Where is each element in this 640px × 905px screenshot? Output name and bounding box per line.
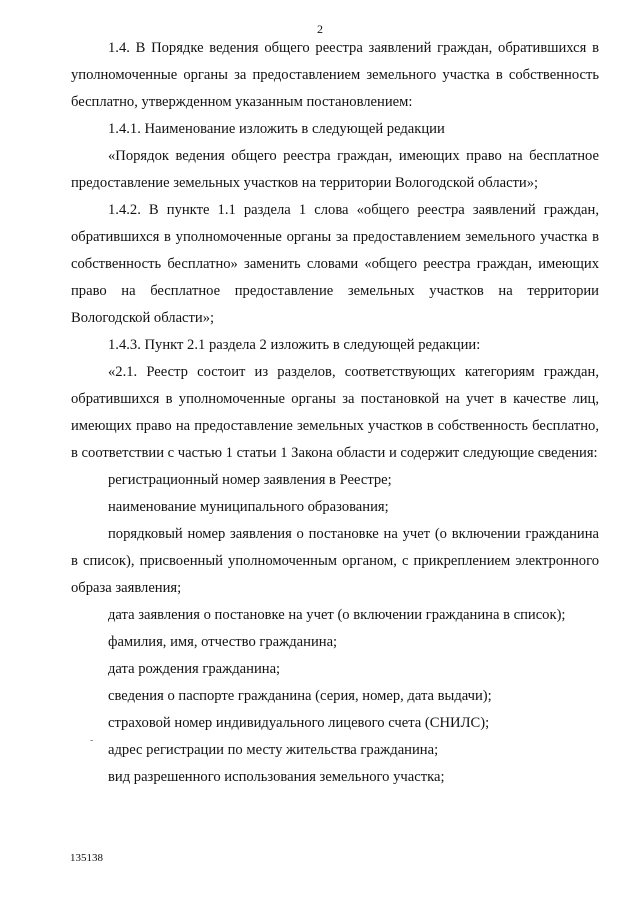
document-body (71, 35, 599, 791)
list-item: вид разрешенного использования земельного участка; (108, 769, 445, 785)
list-item: страховой номер индивидуального лицевого счета (СНИЛС); (108, 715, 490, 731)
list-item: регистрационный номер заявления в Реестре; (108, 472, 392, 488)
paragraph-new-title: «Порядок ведения общего реестра граждан, имеющих право на бесплатное предоставление земельных участков на территории Вологодской области»; (71, 148, 599, 191)
list-item: сведения о паспорте гражданина (серия, номер, дата выдачи); (108, 688, 492, 704)
paragraph-2-1: «2.1. Реестр состоит из разделов, соответствующих категориям граждан, обратившихся в уполномоченные органы за постановкой на учет в качестве лиц, имеющих право на предоставление земельных участков в собственность бесплатно, в соответствии с частью 1 статьи 1 Закона области и содержит следующие сведения: (71, 364, 599, 461)
list-item: дата рождения гражданина; (108, 661, 281, 677)
paragraph-1-4: 1.4. В Порядке ведения общего реестра заявлений граждан, обратившихся в уполномоченные органы за предоставлением земельного участка в собственность бесплатно, утвержденном указанным постановлением: (71, 40, 599, 110)
list-item: адрес регистрации по месту жительства гражданина; (108, 742, 439, 758)
list-item: дата заявления о постановке на учет (о включении гражданина в список); (108, 607, 566, 623)
list-item: фамилия, имя, отчество гражданина; (108, 634, 338, 650)
page-number: 2 (317, 22, 323, 36)
list-item: наименование муниципального образования; (108, 499, 389, 515)
paragraph-1-4-3: 1.4.3. Пункт 2.1 раздела 2 изложить в следующей редакции: (108, 337, 481, 353)
margin-mark: - (90, 735, 94, 746)
list-item: порядковый номер заявления о постановке на учет (о включении гражданина в список), присвоенный уполномоченным органом, с прикреплением электронного образа заявления; (71, 526, 599, 596)
paragraph-1-4-1: 1.4.1. Наименование изложить в следующей редакции (108, 121, 445, 137)
document-code: 135138 (70, 852, 103, 864)
paragraph-1-4-2: 1.4.2. В пункте 1.1 раздела 1 слова «общего реестра заявлений граждан, обратившихся в уполномоченные органы за предоставлением земельного участка в собственность бесплатно» заменить словами «общего реестра граждан, имеющих право на бесплатное предоставление земельных участков на территории Вологодской области»; (71, 202, 599, 326)
